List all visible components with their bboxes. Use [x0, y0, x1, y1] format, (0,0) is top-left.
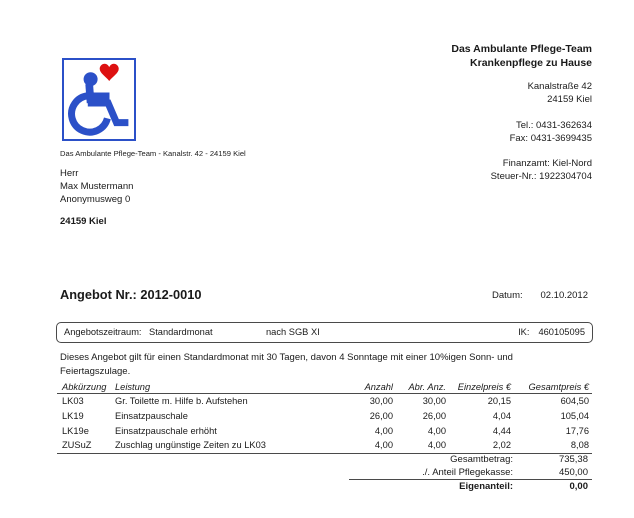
total-amount-value: 735,38	[558, 454, 588, 465]
own-share-label: Eigenanteil:	[459, 481, 513, 492]
ik-label: IK:	[518, 327, 530, 337]
cell-unit-price: 2,02	[492, 440, 511, 451]
cell-billed-quantity: 4,00	[427, 440, 446, 451]
table-row	[57, 409, 592, 424]
recipient-name: Max Mustermann	[60, 181, 134, 192]
cell-service: Einsatzpauschale	[115, 410, 188, 421]
cell-total-price: 8,08	[570, 440, 589, 451]
company-name-line2: Krankenpflege zu Hause	[470, 56, 592, 69]
company-name-block	[451, 43, 592, 70]
cell-abbreviation: ZUSuZ	[62, 440, 92, 451]
cell-quantity: 26,00	[369, 410, 393, 421]
legal-basis: nach SGB XI	[266, 327, 320, 337]
ik-group	[518, 323, 585, 342]
insurance-share-value: 450,00	[558, 467, 588, 478]
header-abbreviation: Abkürzung	[62, 382, 107, 392]
cell-billed-quantity: 30,00	[422, 396, 446, 406]
cell-service: Einsatzpauschale erhöht	[115, 425, 217, 436]
cell-quantity: 4,00	[374, 440, 393, 451]
wheelchair-heart-logo-svg	[64, 60, 134, 139]
insurance-share-label: ./. Anteil Pflegekasse:	[422, 467, 513, 478]
total-amount-label: Gesamtbetrag:	[450, 454, 513, 465]
header-billed-quantity: Abr. Anz.	[408, 382, 446, 392]
table-row	[57, 438, 592, 453]
offer-note-line2: Feiertagszulage.	[60, 365, 131, 377]
header-total-price: Gesamtpreis €	[528, 382, 589, 392]
cell-quantity: 30,00	[369, 396, 393, 406]
service-table	[57, 381, 592, 454]
cell-service: Gr. Toilette m. Hilfe b. Aufstehen	[115, 396, 248, 406]
heart-icon	[100, 64, 119, 81]
cell-billed-quantity: 26,00	[422, 410, 446, 421]
table-row	[57, 424, 592, 439]
cell-abbreviation: LK19	[62, 410, 84, 421]
date-value: 02.10.2012	[540, 290, 588, 301]
cell-total-price: 604,50	[560, 396, 589, 406]
date-label: Datum:	[492, 290, 523, 301]
service-table-body	[57, 394, 592, 454]
offer-period-box	[56, 322, 593, 343]
period-value: Standardmonat	[149, 327, 213, 337]
cell-quantity: 4,00	[374, 425, 393, 436]
period-label: Angebotszeitraum:	[64, 327, 142, 337]
company-address-block	[528, 80, 592, 106]
company-name-line1: Das Ambulante Pflege-Team	[451, 43, 592, 55]
company-logo	[62, 58, 136, 141]
cell-abbreviation: LK03	[62, 396, 84, 406]
cell-unit-price: 4,04	[492, 410, 511, 421]
total-amount-row	[0, 454, 634, 467]
ik-value: 460105095	[538, 327, 585, 337]
recipient-salutation: Herr	[60, 168, 79, 179]
sender-return-address: Das Ambulante Pflege-Team - Kanalstr. 42 - 24159 Kiel	[60, 149, 246, 158]
offer-date-row	[492, 290, 588, 301]
recipient-address-block	[60, 167, 133, 206]
own-share-value: 0,00	[569, 481, 588, 492]
header-service: Leistung	[115, 382, 151, 392]
offer-note-line1: Dieses Angebot gilt für einen Standardmonat mit 30 Tagen, davon 4 Sonntage mit einer 10%igen Sonn- und	[60, 352, 513, 363]
cell-unit-price: 20,15	[487, 396, 511, 406]
company-contact-block	[510, 119, 592, 145]
totals-separator-line	[349, 479, 592, 480]
header-quantity: Anzahl	[364, 382, 393, 392]
company-tax-office: Finanzamt: Kiel-Nord	[502, 158, 592, 169]
offer-note	[60, 351, 513, 378]
company-tax-block	[491, 157, 592, 183]
recipient-city: 24159 Kiel	[60, 216, 107, 227]
cell-total-price: 17,76	[565, 425, 589, 436]
table-row	[57, 394, 592, 409]
offer-title: Angebot Nr.: 2012-0010	[60, 287, 202, 302]
company-city: 24159 Kiel	[547, 94, 592, 105]
cell-unit-price: 4,44	[492, 425, 511, 436]
cell-service: Zuschlag ungünstige Zeiten zu LK03	[115, 440, 266, 451]
cell-billed-quantity: 4,00	[427, 425, 446, 436]
own-share-row	[0, 481, 634, 494]
header-unit-price: Einzelpreis €	[457, 382, 511, 392]
company-fax: Fax: 0431-3699435	[509, 133, 592, 144]
cell-abbreviation: LK19e	[62, 425, 89, 436]
company-street: Kanalstraße 42	[527, 81, 592, 92]
service-table-header	[57, 381, 592, 394]
recipient-street: Anonymusweg 0	[60, 194, 131, 205]
cell-total-price: 105,04	[560, 410, 589, 421]
company-tax-id: Steuer-Nr.: 1922304704	[490, 171, 592, 182]
wheelchair-icon	[72, 72, 129, 132]
company-phone: Tel.: 0431-362634	[515, 120, 592, 131]
